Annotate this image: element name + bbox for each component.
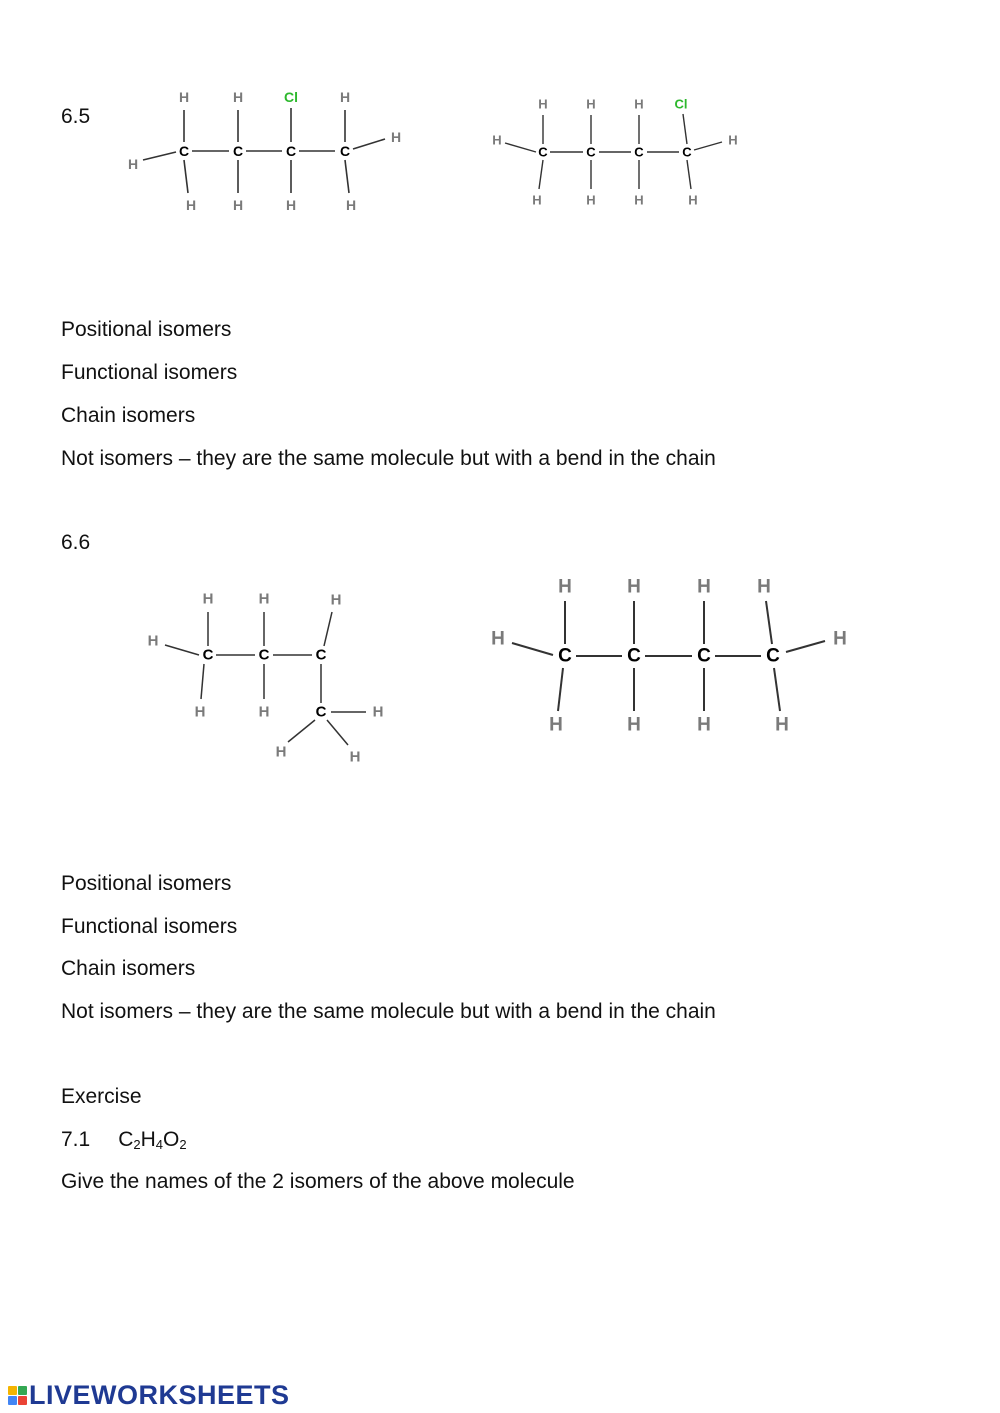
- hydrogen-atom: H: [258, 703, 270, 721]
- carbon-atom: C: [285, 143, 297, 159]
- exercise-heading: Exercise: [61, 1085, 142, 1108]
- hydrogen-atom: H: [285, 197, 297, 213]
- hydrogen-atom: H: [627, 714, 641, 736]
- carbon-atom: C: [339, 143, 351, 159]
- hydrogen-atom: H: [833, 628, 847, 650]
- formula-subscript: 2: [133, 1137, 141, 1152]
- hydrogen-atom: H: [339, 89, 351, 105]
- hydrogen-atom: H: [232, 89, 244, 105]
- hydrogen-atom: H: [634, 192, 644, 208]
- hydrogen-atom: H: [275, 743, 287, 761]
- q65-option-positional[interactable]: Positional isomers: [61, 318, 232, 341]
- formula-element-o: O: [163, 1128, 180, 1151]
- chlorine-atom: Cl: [674, 96, 688, 112]
- hydrogen-atom: H: [688, 192, 698, 208]
- hydrogen-atom: H: [372, 703, 384, 721]
- hydrogen-atom: H: [697, 576, 711, 598]
- logo-text: LIVEWORKSHEETS: [29, 1379, 290, 1410]
- logo-cube: [8, 1396, 17, 1405]
- hydrogen-atom: H: [345, 197, 357, 213]
- q66-option-chain[interactable]: Chain isomers: [61, 957, 196, 980]
- carbon-atom: C: [558, 645, 572, 667]
- hydrogen-atom: H: [194, 703, 206, 721]
- hydrogen-atom: H: [202, 590, 214, 608]
- hydrogen-atom: H: [178, 89, 190, 105]
- exercise-question: Give the names of the 2 isomers of the above molecule: [61, 1170, 575, 1193]
- hydrogen-atom: H: [586, 192, 596, 208]
- chlorine-atom: Cl: [284, 89, 298, 105]
- hydrogen-atom: H: [549, 714, 563, 736]
- formula-subscript: 4: [155, 1137, 164, 1152]
- formula-element-c: C: [118, 1128, 134, 1151]
- carbon-atom: C: [627, 645, 641, 667]
- hydrogen-atom: H: [586, 96, 596, 112]
- q66-option-positional[interactable]: Positional isomers: [61, 872, 232, 895]
- logo-cube: [18, 1396, 27, 1405]
- carbon-atom: C: [766, 645, 780, 667]
- logo-cube: [8, 1386, 17, 1395]
- carbon-atom: C: [697, 645, 711, 667]
- q65-option-functional[interactable]: Functional isomers: [61, 361, 238, 384]
- hydrogen-atom: H: [775, 714, 789, 736]
- hydrogen-atom: H: [232, 197, 244, 213]
- carbon-atom: C: [634, 144, 644, 160]
- carbon-atom: C: [315, 703, 327, 721]
- carbon-atom: C: [232, 143, 244, 159]
- q65-option-not-isomers[interactable]: Not isomers – they are the same molecule but with a bend in the chain: [61, 447, 716, 470]
- q66-option-not-isomers[interactable]: Not isomers – they are the same molecule but with a bend in the chain: [61, 1000, 716, 1023]
- q65-option-chain[interactable]: Chain isomers: [61, 404, 196, 427]
- hydrogen-atom: H: [558, 576, 572, 598]
- hydrogen-atom: H: [532, 192, 542, 208]
- hydrogen-atom: H: [258, 590, 270, 608]
- hydrogen-atom: H: [127, 156, 139, 172]
- carbon-atom: C: [258, 646, 270, 664]
- carbon-atom: C: [586, 144, 596, 160]
- hydrogen-atom: H: [627, 576, 641, 598]
- carbon-atom: C: [178, 143, 190, 159]
- carbon-atom: C: [202, 646, 214, 664]
- hydrogen-atom: H: [349, 748, 361, 766]
- hydrogen-atom: H: [697, 714, 711, 736]
- logo-cube: [18, 1386, 27, 1395]
- q66-option-functional[interactable]: Functional isomers: [61, 915, 238, 938]
- formula-subscript: 2: [179, 1137, 187, 1152]
- hydrogen-atom: H: [390, 129, 402, 145]
- logo-cubes-icon: [8, 1386, 27, 1405]
- formula-element-h: H: [140, 1128, 156, 1151]
- question-number-6-5: 6.5: [61, 105, 91, 128]
- exercise-7-1-formula-line: [61, 1128, 187, 1152]
- hydrogen-atom: H: [634, 96, 644, 112]
- hydrogen-atom: H: [757, 576, 771, 598]
- question-number-6-6: 6.6: [61, 531, 91, 554]
- hydrogen-atom: H: [330, 591, 342, 609]
- hydrogen-atom: H: [185, 197, 197, 213]
- hydrogen-atom: H: [538, 96, 548, 112]
- carbon-atom: C: [315, 646, 327, 664]
- hydrogen-atom: H: [492, 132, 502, 148]
- liveworksheets-logo[interactable]: [8, 1380, 290, 1410]
- hydrogen-atom: H: [491, 628, 505, 650]
- carbon-atom: C: [682, 144, 692, 160]
- carbon-atom: C: [538, 144, 548, 160]
- hydrogen-atom: H: [728, 132, 738, 148]
- question-number-7-1: 7.1: [61, 1128, 91, 1151]
- hydrogen-atom: H: [147, 632, 159, 650]
